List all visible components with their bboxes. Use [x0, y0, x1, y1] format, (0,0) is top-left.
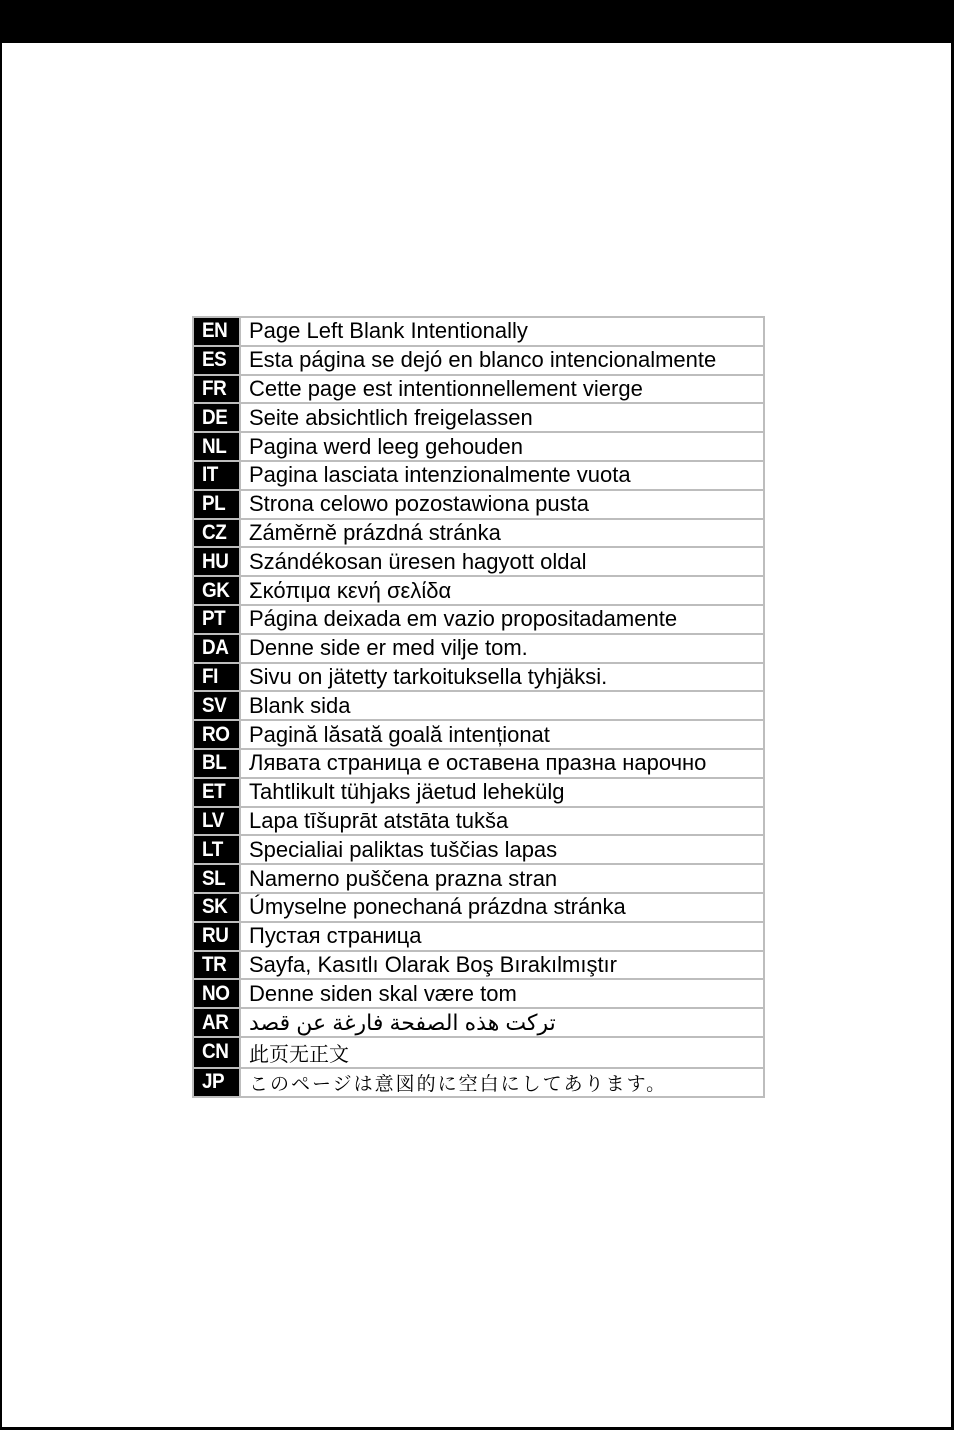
- notice-text: Página deixada em vazio propositadamente: [240, 605, 764, 634]
- notice-text: Σκόπιμα κενή σελίδα: [240, 576, 764, 605]
- table-row: [193, 720, 764, 749]
- notice-text: Seite absichtlich freigelassen: [240, 403, 764, 432]
- notice-text: Esta página se dejó en blanco intencionalmente: [240, 346, 764, 375]
- arabic-notice-text: تركت هذه الصفحة فارغة عن قصد: [249, 1009, 556, 1035]
- language-code: FI: [193, 663, 240, 692]
- notice-text: Pagina werd leeg gehouden: [240, 432, 764, 461]
- table-row: [193, 749, 764, 778]
- language-code: SV: [193, 691, 240, 720]
- top-black-bar: [2, 0, 954, 43]
- language-code: RO: [193, 720, 240, 749]
- notice-text: Пустая страница: [240, 922, 764, 951]
- notice-text: Strona celowo pozostawiona pusta: [240, 490, 764, 519]
- blank-page-notice-table: [192, 316, 765, 1098]
- language-code: CN: [193, 1037, 240, 1068]
- language-code: IT: [193, 461, 240, 490]
- table-row: [193, 519, 764, 548]
- table-row: [193, 979, 764, 1008]
- language-code: LT: [193, 835, 240, 864]
- language-code: LV: [193, 807, 240, 836]
- notice-text: Pagină lăsată goală intenționat: [240, 720, 764, 749]
- notice-text: Úmyselne ponechaná prázdna stránka: [240, 893, 764, 922]
- notice-text: Záměrně prázdná stránka: [240, 519, 764, 548]
- notice-text: Cette page est intentionnellement vierge: [240, 375, 764, 404]
- table-row: [193, 605, 764, 634]
- language-code: EN: [193, 317, 240, 346]
- language-code: GK: [193, 576, 240, 605]
- notice-text: Specialiai paliktas tuščias lapas: [240, 835, 764, 864]
- language-code: FR: [193, 375, 240, 404]
- language-code: RU: [193, 922, 240, 951]
- language-code: ET: [193, 778, 240, 807]
- table-row: [193, 634, 764, 663]
- notice-text: Sivu on jätetty tarkoituksella tyhjäksi.: [240, 663, 764, 692]
- notice-text: Pagina lasciata intenzionalmente vuota: [240, 461, 764, 490]
- notice-text: Lapa tīšuprāt atstāta tukša: [240, 807, 764, 836]
- table-row: [193, 835, 764, 864]
- notice-text: [240, 1008, 764, 1037]
- language-code: AR: [193, 1008, 240, 1037]
- table-row: [193, 1008, 764, 1037]
- language-code: SL: [193, 864, 240, 893]
- language-code: PT: [193, 605, 240, 634]
- table-row: [193, 807, 764, 836]
- language-code: TR: [193, 951, 240, 980]
- table-row: [193, 346, 764, 375]
- table-row: [193, 317, 764, 346]
- table-row: [193, 864, 764, 893]
- language-code: ES: [193, 346, 240, 375]
- language-code: NL: [193, 432, 240, 461]
- notice-text: Sayfa, Kasıtlı Olarak Boş Bırakılmıştır: [240, 951, 764, 980]
- table-row: [193, 922, 764, 951]
- table-row: [193, 663, 764, 692]
- notice-text: Tahtlikult tühjaks jäetud lehekülg: [240, 778, 764, 807]
- language-code: HU: [193, 547, 240, 576]
- notice-text: Szándékosan üresen hagyott oldal: [240, 547, 764, 576]
- notice-text: このページは意図的に空白にしてあります。: [249, 1072, 668, 1095]
- table-row: [193, 403, 764, 432]
- notice-text: Namerno puščena prazna stran: [240, 864, 764, 893]
- language-code: CZ: [193, 519, 240, 548]
- language-code: NO: [193, 979, 240, 1008]
- notice-text: 此页无正文: [240, 1037, 764, 1068]
- table-row: [193, 893, 764, 922]
- table-row: [193, 1068, 764, 1097]
- notice-text: Denne siden skal være tom: [240, 979, 764, 1008]
- language-code: DA: [193, 634, 240, 663]
- language-code: DE: [193, 403, 240, 432]
- table-row: [193, 547, 764, 576]
- table-row: [193, 432, 764, 461]
- table-row: [193, 951, 764, 980]
- notice-text: Denne side er med vilje tom.: [240, 634, 764, 663]
- language-code: JP: [193, 1068, 240, 1097]
- notice-text: Page Left Blank Intentionally: [240, 317, 764, 346]
- language-code: PL: [193, 490, 240, 519]
- language-code: BL: [193, 749, 240, 778]
- table-row: [193, 490, 764, 519]
- table-row: [193, 1037, 764, 1068]
- table-row: [193, 778, 764, 807]
- table-row: [193, 461, 764, 490]
- notice-text: Лявата страница е оставена празна нарочно: [240, 749, 764, 778]
- table-row: [193, 375, 764, 404]
- notice-text: Blank sida: [240, 691, 764, 720]
- language-code: SK: [193, 893, 240, 922]
- table-row: [193, 576, 764, 605]
- table-row: [193, 691, 764, 720]
